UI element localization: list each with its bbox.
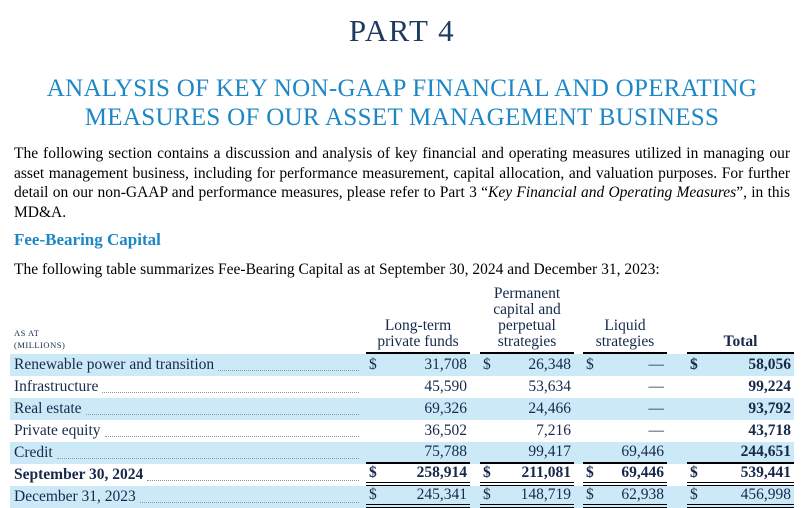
cell-value: 43,718 [748, 422, 791, 439]
cell-value: 62,938 [621, 486, 664, 503]
dollar-sign: $ [483, 486, 491, 503]
row-label [10, 420, 366, 442]
cell-value: 45,590 [424, 378, 467, 395]
cell-long-term-private-funds [366, 376, 470, 398]
cell-value: 456,998 [740, 486, 791, 503]
fee-bearing-capital-table [10, 286, 794, 508]
cell-value: 245,341 [416, 486, 467, 503]
cell-long-term-private-funds [366, 354, 470, 376]
column-header-permanent-capital-perpetual-strategies: Permanent capital and perpetual strategies [480, 286, 574, 354]
millions-label: (MILLIONS) [14, 340, 66, 350]
dotted-leader [147, 480, 359, 481]
row-label-text: Private equity [14, 422, 101, 439]
cell-value: 148,719 [520, 486, 571, 503]
dollar-sign: $ [369, 464, 377, 481]
dotted-leader [102, 392, 359, 393]
cell-total [687, 486, 794, 508]
cell-total [687, 464, 794, 486]
dollar-sign: $ [690, 464, 698, 481]
cell-value: — [648, 356, 664, 373]
cell-value: 53,634 [528, 378, 571, 395]
table-corner-label [10, 327, 366, 354]
dollar-sign: $ [586, 464, 594, 481]
table-header-row [10, 286, 794, 354]
column-header-long-term-private-funds: Long-term private funds [366, 318, 470, 354]
row-label [10, 376, 366, 398]
fee-bearing-capital-heading: Fee-Bearing Capital [14, 230, 161, 249]
cell-value: 26,348 [528, 356, 571, 373]
as-at-label: AS AT [14, 328, 40, 338]
table-row-infrastructure [10, 376, 794, 398]
cell-long-term-private-funds [366, 486, 470, 508]
table-row-september-30-2024 [10, 464, 794, 486]
cell-liquid-strategies [583, 420, 667, 442]
cell-permanent-capital [480, 376, 574, 398]
dotted-leader [218, 370, 359, 371]
cell-value: 211,081 [521, 464, 571, 481]
intro-text-start: The following section contains a discussion and analysis of key financial and operating measures utilized in managing our asset management business, including for performance measurement, capital allocation, and valuation purposes. For further detail on our non-GAAP and performance measures, please refer to Part 3 “ [14, 145, 790, 201]
cell-liquid-strategies [583, 376, 667, 398]
cell-long-term-private-funds [366, 398, 470, 420]
row-label [10, 464, 366, 486]
dollar-sign: $ [369, 356, 377, 373]
cell-value: 258,914 [416, 464, 467, 481]
cell-total [687, 376, 794, 398]
row-label-text: September 30, 2024 [14, 466, 144, 483]
cell-permanent-capital [480, 486, 574, 508]
section-title-line1: ANALYSIS OF KEY NON-GAAP FINANCIAL AND OPERATING [46, 75, 758, 102]
table-row-private-equity [10, 420, 794, 442]
dotted-leader [57, 458, 359, 459]
row-label [10, 354, 366, 376]
part-title: PART 4 [348, 13, 456, 48]
cell-value: — [648, 378, 664, 395]
row-label [10, 442, 366, 464]
cell-total [687, 398, 794, 420]
column-header-liquid-strategies: Liquid strategies [583, 318, 667, 354]
cell-liquid-strategies [583, 354, 667, 376]
cell-liquid-strategies [583, 486, 667, 508]
dotted-leader [86, 414, 359, 415]
cell-value: — [648, 400, 664, 417]
section-title-line2: MEASURES OF OUR ASSET MANAGEMENT BUSINESS [84, 104, 720, 131]
dollar-sign: $ [483, 356, 491, 373]
cell-total [687, 420, 794, 442]
cell-value: 58,056 [748, 356, 791, 373]
intro-paragraph [14, 144, 790, 222]
cell-liquid-strategies [583, 464, 667, 486]
cell-total [687, 354, 794, 376]
table-row-december-31-2023 [10, 486, 794, 508]
cell-value: 75,788 [424, 443, 467, 460]
cell-value: 7,216 [536, 422, 571, 439]
row-label-text: Credit [14, 444, 53, 461]
cell-value: 93,792 [748, 400, 791, 417]
cell-value: 24,466 [528, 400, 571, 417]
dotted-leader [140, 502, 359, 503]
cell-value: 36,502 [424, 422, 467, 439]
cell-value: 31,708 [424, 356, 467, 373]
cell-permanent-capital [480, 464, 574, 486]
row-label-text: Real estate [14, 400, 82, 417]
cell-permanent-capital [480, 398, 574, 420]
dollar-sign: $ [690, 486, 698, 503]
cell-value: 99,224 [748, 378, 791, 395]
cell-value: 99,417 [528, 443, 571, 460]
row-label-text: Renewable power and transition [14, 356, 215, 373]
row-label-text: December 31, 2023 [14, 488, 136, 505]
intro-text-end: ”, in this MD&A. [14, 184, 790, 221]
cell-value: 539,441 [740, 464, 791, 481]
dollar-sign: $ [369, 486, 377, 503]
row-label [10, 398, 366, 420]
dollar-sign: $ [586, 356, 594, 373]
cell-value: 244,651 [740, 443, 791, 460]
cell-value: 69,446 [621, 443, 664, 460]
cell-permanent-capital [480, 354, 574, 376]
cell-total [687, 442, 794, 464]
cell-permanent-capital [480, 442, 574, 464]
column-header-total: Total [687, 334, 794, 354]
cell-long-term-private-funds [366, 420, 470, 442]
cell-value: — [648, 422, 664, 439]
dollar-sign: $ [690, 356, 698, 373]
row-label [10, 486, 366, 508]
cell-value: 69,446 [621, 464, 664, 481]
row-label-text: Infrastructure [14, 378, 99, 395]
cell-liquid-strategies [583, 442, 667, 464]
cell-permanent-capital [480, 420, 574, 442]
document-page [0, 14, 804, 508]
dollar-sign: $ [483, 464, 491, 481]
cell-liquid-strategies [583, 398, 667, 420]
intro-italic-reference: Key Financial and Operating Measures [488, 184, 737, 201]
table-row-credit [10, 442, 794, 464]
dotted-leader [105, 436, 359, 437]
section-title [0, 74, 804, 132]
cell-long-term-private-funds [366, 464, 470, 486]
cell-value: 69,326 [424, 400, 467, 417]
dollar-sign: $ [586, 486, 594, 503]
table-intro-sentence: The following table summarizes Fee-Bearing Capital as at September 30, 2024 and December 31, 2023: [14, 261, 660, 278]
table-row-real-estate [10, 398, 794, 420]
cell-long-term-private-funds [366, 442, 470, 464]
table-row-renewable-power-and-transition [10, 354, 794, 376]
